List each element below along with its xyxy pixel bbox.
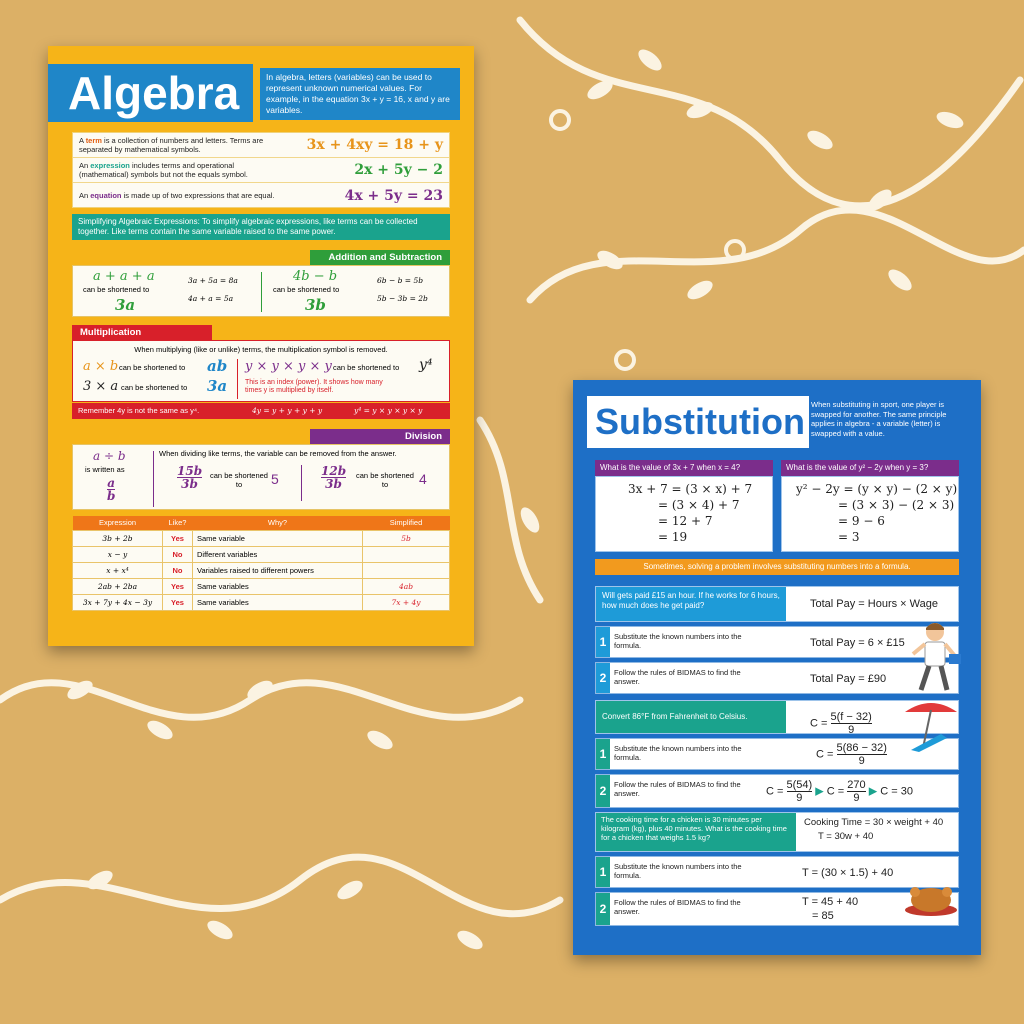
mult-note: When multiplying (like or unlike) terms, the multiplication symbol is removed. bbox=[134, 345, 388, 354]
algebra-poster bbox=[48, 46, 474, 646]
shortened-label: can be shortened to bbox=[273, 285, 340, 294]
definition-row: A term is a collection of numbers and letters. Terms are separated by mathematical symbols. 3x + 4xy = 18 + y bbox=[73, 133, 449, 158]
index-note: This is an index (power). It shows how many times y is multiplied by itself. bbox=[245, 379, 383, 394]
simplifying-banner: Simplifying Algebraic Expressions: To simplify algebraic expressions, like terms can be collected together. Like terms contain the same variable raised to the same power. bbox=[72, 214, 450, 240]
step-text: Substitute the known numbers into the formula. bbox=[614, 862, 742, 880]
step-text: Substitute the known numbers into the formula. bbox=[614, 744, 742, 762]
term-keyword: term bbox=[85, 136, 102, 145]
shortened-label: can be shortened to bbox=[83, 285, 150, 294]
table-header: Simplified bbox=[363, 516, 450, 530]
question-1-header: What is the value of 3x + 7 when x = 4? bbox=[595, 460, 773, 476]
table-row: 3b + 2b Yes Same variable 5b bbox=[73, 530, 450, 546]
mult-result: y⁴ bbox=[419, 357, 433, 373]
businessman-icon bbox=[909, 620, 961, 694]
sub-result: 3b bbox=[305, 296, 326, 314]
shortened-label: can be shortened to bbox=[119, 363, 186, 372]
mult-expression: 3 × a bbox=[83, 379, 119, 394]
step-text: Substitute the known numbers into the formula. bbox=[614, 632, 742, 650]
step-result: Total Pay = £90 bbox=[810, 673, 887, 685]
question-1-box bbox=[595, 476, 773, 552]
substitution-intro: When substituting in sport, one player is swapped for another. The same principle applies in algebra - a variable (letter) is swapped with a value. bbox=[809, 396, 949, 448]
division-note: When dividing like terms, the variable can be removed from the answer. bbox=[159, 449, 397, 458]
step-text: Follow the rules of BIDMAS to find the answer. bbox=[614, 898, 741, 916]
step-number: 2 bbox=[596, 893, 610, 925]
problem-2-question: Convert 86°F from Fahrenheit to Celsius. bbox=[596, 701, 786, 733]
division-fraction: $\frac{15b}{3b}$ bbox=[177, 464, 203, 491]
step-result: Total Pay = 6 × £15 bbox=[810, 637, 905, 649]
step-result: = 85 bbox=[812, 910, 834, 922]
add-example: 3a + 5a = 8a bbox=[188, 276, 238, 285]
division-box bbox=[72, 444, 450, 510]
table-row: x + x⁴ No Variables raised to different powers bbox=[73, 562, 450, 578]
equation-line: = (3 × 3) − (2 × 3) bbox=[838, 498, 955, 512]
problem-1-step-2 bbox=[595, 662, 959, 694]
multiplication-header: Multiplication bbox=[72, 325, 212, 340]
table-row: 2ab + 2ba Yes Same variables 4ab bbox=[73, 578, 450, 594]
problem-1-formula: Total Pay = Hours × Wage bbox=[810, 598, 938, 610]
step-number: 2 bbox=[596, 775, 610, 807]
equation-line: y² − 2y = (y × y) − (2 × y) bbox=[796, 482, 958, 496]
table-row: x − y No Different variables bbox=[73, 546, 450, 562]
table-header: Like? bbox=[163, 516, 193, 530]
problem-1-step-1 bbox=[595, 626, 959, 658]
table-header: Expression bbox=[73, 516, 163, 530]
definition-row: An equation is made up of two expressions that are equal. 4x + 5y = 23 bbox=[79, 187, 443, 204]
equation-example: 4x + 5y = 23 bbox=[344, 187, 443, 204]
sub-example: 5b − 3b = 2b bbox=[377, 294, 428, 303]
step-number: 1 bbox=[596, 857, 610, 887]
step-number: 2 bbox=[596, 663, 610, 693]
equation-line: 3x + 7 = (3 × x) + 7 bbox=[628, 482, 753, 496]
algebra-title: Algebra bbox=[48, 64, 253, 122]
sometimes-banner: Sometimes, solving a problem involves substituting numbers into a formula. bbox=[595, 559, 959, 575]
step-number: 1 bbox=[596, 739, 610, 769]
division-fraction: $\frac{a}{b}$ bbox=[107, 476, 116, 503]
sub-example: 6b − b = 5b bbox=[377, 276, 424, 285]
division-header: Division bbox=[310, 429, 450, 444]
expression-keyword: expression bbox=[90, 161, 130, 170]
table-header: Why? bbox=[193, 516, 363, 530]
step-number: 1 bbox=[596, 627, 610, 657]
problem-2-formula: C = $\frac{5(f - 32)}{9}$ bbox=[810, 711, 872, 736]
step-result: C = $\frac{5(86 - 32)}{9}$ bbox=[816, 742, 887, 767]
remember-expansion: 4y = y + y + y + y bbox=[252, 406, 323, 415]
written-as-label: is written as bbox=[85, 465, 125, 474]
equation-line: = 9 − 6 bbox=[838, 514, 885, 528]
multiplication-box bbox=[72, 340, 450, 402]
problem-3-formula: T = 30w + 40 bbox=[818, 831, 874, 842]
remember-expansion: y⁴ = y × y × y × y bbox=[354, 406, 423, 415]
expression-example: 2x + 5y − 2 bbox=[354, 162, 443, 178]
problem-1-question: Will gets paid £15 an hour. If he works for 6 hours, how much does he get paid? bbox=[596, 587, 786, 621]
add-expression: a + a + a bbox=[93, 269, 155, 284]
substitution-poster bbox=[573, 380, 981, 955]
division-result: 4 bbox=[419, 471, 427, 487]
problem-1-box bbox=[595, 586, 959, 622]
question-2-header: What is the value of y² − 2y when y = 3? bbox=[781, 460, 959, 476]
remember-text: Remember 4y is not the same as y⁴. bbox=[78, 406, 200, 415]
problem-3-formula: Cooking Time = 30 × weight + 40 bbox=[804, 817, 944, 828]
problem-2-step-2 bbox=[595, 774, 959, 808]
division-result: 5 bbox=[271, 471, 279, 487]
step-result: C = $\frac{5(54)}{9}$ ▶ C = $\frac{270}{9}$ ▶ C = 30 bbox=[766, 779, 913, 804]
mult-result: 3a bbox=[207, 377, 228, 395]
problem-3-question: The cooking time for a chicken is 30 minutes per kilogram (kg), plus 40 minutes. What is the cooking time for a chicken that weighs 1.5 kg? bbox=[596, 813, 796, 851]
equation-line: = 3 bbox=[838, 530, 860, 544]
equation-line: = 19 bbox=[658, 530, 688, 544]
equation-line: = (3 × 4) + 7 bbox=[658, 498, 740, 512]
add-sub-box bbox=[72, 265, 450, 317]
like-terms-table bbox=[72, 516, 450, 611]
term-example: 3x + 4xy = 18 + y bbox=[306, 137, 443, 153]
definition-row: An expression includes terms and operational (mathematical) symbols but not the equals symbol. 2x + 5y − 2 bbox=[73, 158, 449, 183]
table-row: 3x + 7y + 4x − 3y Yes Same variables 7x + 4y bbox=[73, 594, 450, 610]
step-text: Follow the rules of BIDMAS to find the answer. bbox=[614, 668, 741, 686]
mult-expression: a × b bbox=[83, 359, 119, 374]
step-result: T = (30 × 1.5) + 40 bbox=[802, 867, 894, 879]
definitions-box bbox=[72, 132, 450, 208]
step-result: T = 45 + 40 bbox=[802, 896, 859, 908]
beach-umbrella-icon bbox=[901, 698, 961, 754]
equation-keyword: equation bbox=[90, 191, 122, 200]
algebra-intro: In algebra, letters (variables) can be used to represent unknown numerical values. For example, in the equation 3x + y = 16, x and y are variables. bbox=[260, 68, 460, 120]
sub-expression: 4b − b bbox=[293, 269, 338, 284]
division-fraction: $\frac{12b}{3b}$ bbox=[321, 464, 347, 491]
remember-bar bbox=[72, 403, 450, 419]
division-expression: a ÷ b bbox=[93, 449, 126, 463]
problem-3-box bbox=[595, 812, 959, 852]
step-text: Follow the rules of BIDMAS to find the answer. bbox=[614, 780, 741, 798]
add-result: 3a bbox=[115, 296, 136, 314]
equation-line: = 12 + 7 bbox=[658, 514, 713, 528]
mult-expression: y × y × y × y bbox=[245, 359, 332, 374]
question-2-box bbox=[781, 476, 959, 552]
substitution-title: Substitution bbox=[587, 396, 809, 448]
shortened-label: can be shortened to bbox=[121, 383, 188, 392]
roast-chicken-icon bbox=[903, 874, 959, 918]
add-example: 4a + a = 5a bbox=[188, 294, 234, 303]
add-sub-header: Addition and Subtraction bbox=[310, 250, 450, 265]
shortened-label: can be shortened to bbox=[210, 471, 268, 489]
mult-result: ab bbox=[207, 357, 228, 375]
shortened-label: can be shortened to bbox=[356, 471, 414, 489]
shortened-label: can be shortened to bbox=[333, 363, 400, 372]
